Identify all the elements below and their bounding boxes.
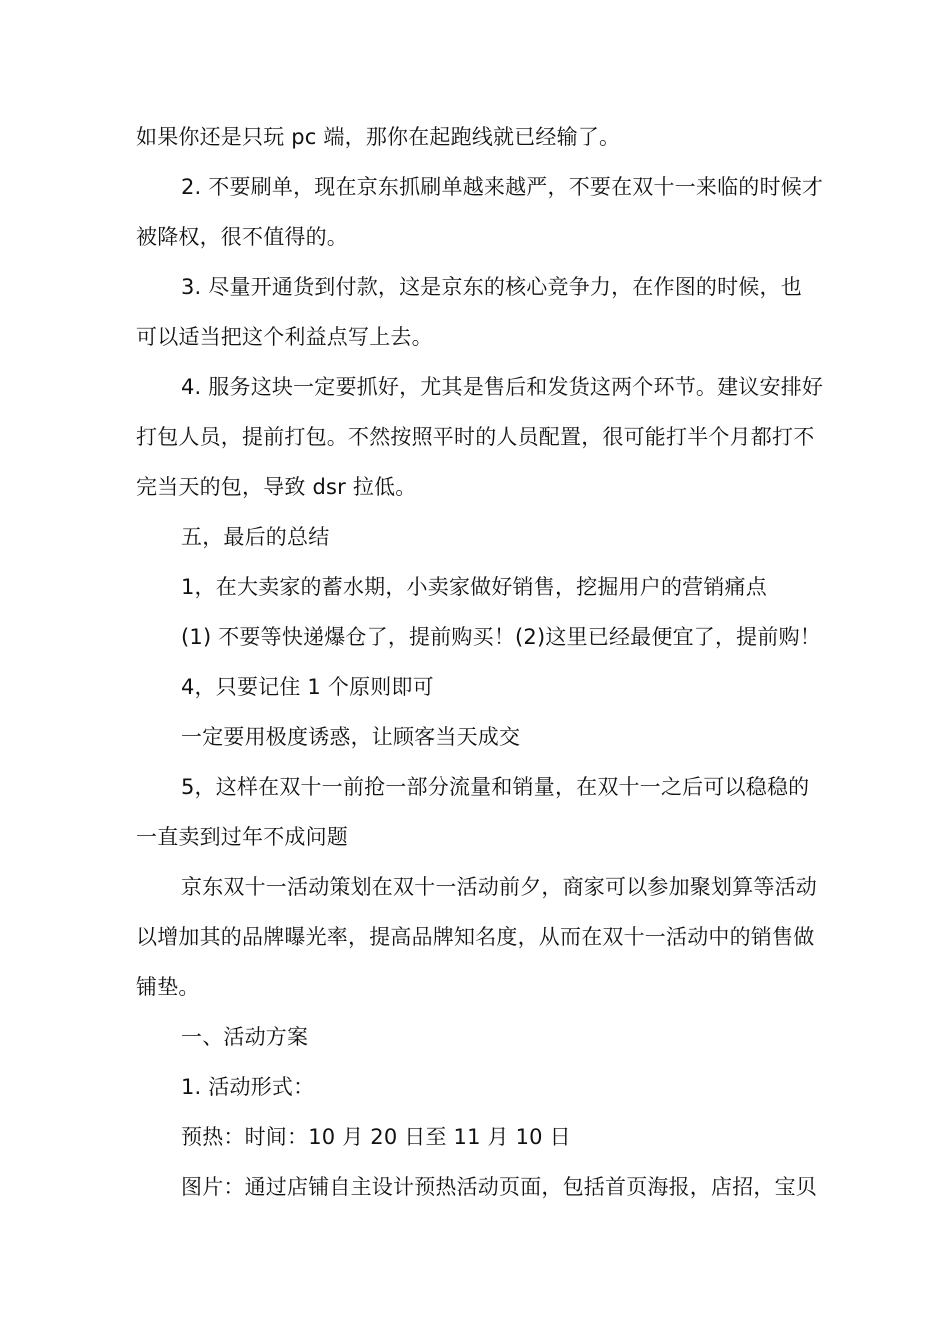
text-line: 1，在大卖家的蓄水期，小卖家做好销售，挖掘用户的营销痛点	[181, 575, 767, 599]
text-line: 完当天的包，导致 dsr 拉低。	[136, 475, 417, 499]
section-heading: 五，最后的总结	[181, 525, 330, 549]
text-line: 4，只要记住 1 个原则即可	[181, 675, 434, 699]
section-heading: 一、活动方案	[181, 1025, 309, 1049]
text-line: 被降权，很不值得的。	[136, 225, 348, 249]
text-line: 铺垫。	[136, 975, 200, 999]
text-line: 1. 活动形式：	[181, 1075, 315, 1099]
text-line: (1) 不要等快递爆仓了，提前购买！(2)这里已经最便宜了，提前购！	[181, 625, 821, 649]
text-line: 3. 尽量开通货到付款，这是京东的核心竞争力，在作图的时候，也	[181, 275, 802, 299]
text-line: 预热：时间：10 月 20 日至 11 月 10 日	[181, 1125, 571, 1149]
text-line: 打包人员，提前打包。不然按照平时的人员配置，很可能打半个月都打不	[136, 425, 815, 449]
text-line: 4. 服务这块一定要抓好，尤其是售后和发货这两个环节。建议安排好	[181, 375, 824, 399]
text-line: 一直卖到过年不成问题	[136, 825, 348, 849]
text-line: 可以适当把这个利益点写上去。	[136, 325, 433, 349]
text-line: 一定要用极度诱惑，让顾客当天成交	[181, 725, 521, 749]
text-line: 5，这样在双十一前抢一部分流量和销量，在双十一之后可以稳稳的	[181, 775, 810, 799]
text-line: 京东双十一活动策划在双十一活动前夕，商家可以参加聚划算等活动	[181, 875, 817, 899]
text-line: 如果你还是只玩 pc 端，那你在起跑线就已经输了。	[136, 125, 621, 149]
text-line: 图片：通过店铺自主设计预热活动页面，包括首页海报，店招，宝贝	[181, 1175, 817, 1199]
text-line: 以增加其的品牌曝光率，提高品牌知名度，从而在双十一活动中的销售做	[136, 925, 815, 949]
text-line: 2. 不要刷单，现在京东抓刷单越来越严，不要在双十一来临的时候才	[181, 175, 824, 199]
